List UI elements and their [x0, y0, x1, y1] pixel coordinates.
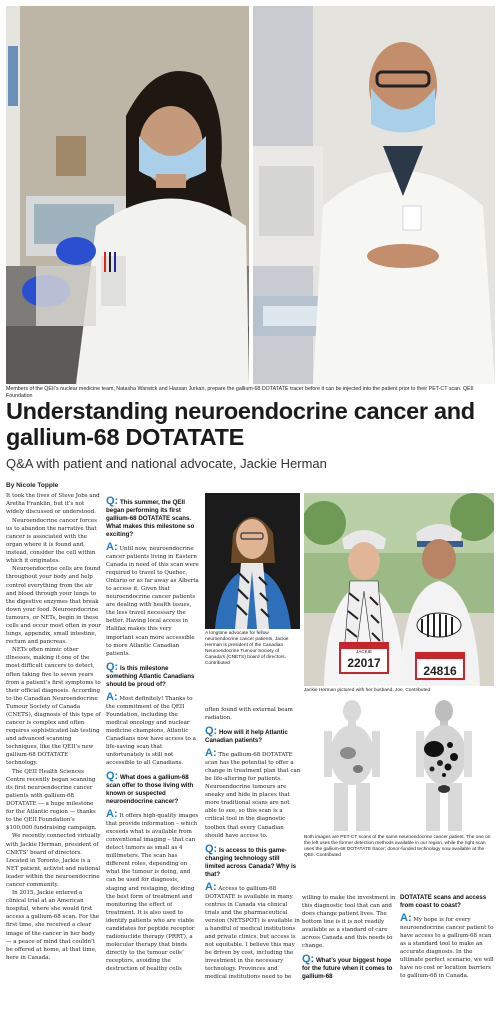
q-marker: Q: — [106, 660, 119, 673]
lab-scene-left-image — [6, 6, 249, 384]
bib-number-right: 24816 — [423, 664, 457, 678]
advocate-photo-caption: A longtime advocate for fellow neuroendocrine cancer patients, Jackie Herman is president of the Canadian Neuroendocrine Tumour Society of Canada’s (CNETS) board of directors. Contributed — [205, 631, 289, 666]
answer-4 — [205, 749, 301, 840]
paragraph: often found with external beam radiation. — [205, 707, 293, 722]
paragraph: It took the lives of Steve Jobs and Aretha Franklin, but it’s not widely discussed or understood. — [6, 493, 100, 516]
question-6 — [302, 955, 398, 981]
a-marker: A: — [400, 912, 412, 924]
article-column-5 — [400, 894, 494, 983]
paragraph: In 2015, Jackie entered a clinical trial at an American hospital, where she would first access a gallium-68 scan. For the first time, she received a clear image of the cancer in her body — a peace of mind that couldn’t be offered at home, at that time, here in Canada. — [6, 890, 99, 961]
q-marker: Q: — [302, 953, 315, 966]
article-column-3 — [205, 706, 301, 984]
question-text: This summer, the QEII began performing its first gallium-68 DOTATATE scans. What makes this milestone so exciting? — [106, 499, 195, 538]
answer-3 — [106, 810, 201, 973]
answer-text: It offers high-quality images that provide information – which exceeds what is available from conventional imaging – that can detect tumors as small as 4 millimeters. The scan has different roles, depending on what the tumour is doing, and can be used for diagnosis, staging and restaging, deciding the best form of treatment and monitoring the effect of treatment. It is also used to identify patients who are viable candidates for peptide receptor radionuclide therapy (PRRT), a molecular therapy that binds directly to the tumour cells’ receptors, avoiding the destruction of healthy cells — [106, 813, 199, 972]
question-text: DOTATATE scans and access from coast to coast? — [400, 894, 487, 909]
paragraph: willing to make the investment in this diagnostic tool that can and does change patient lives. The bottom line is it is not readily available as a standard of care across Canada and this needs to change. — [302, 895, 396, 950]
a-marker: A: — [106, 690, 118, 703]
question-5 — [205, 842, 301, 879]
answer-text: My hope is for every neuroendocrine cancer patient to have access to a gallium-68 scan as a standard tool to make an accurate diagnosis. In the ultimate perfect scenario, we will have no cost or location barriers to gallium-68 in Canada. — [400, 917, 494, 980]
q-marker: Q: — [106, 495, 119, 507]
answer-text: Access to gallium-68 DOTATATE is available in many centres in Canada via clinical trials and the pharmaceutical version (NETSPOT) is available in a handful of medical institutions and private clinics, but access is not equitable. I believe this may be driven by cost, including the investment in the necessary technology. Provinces and medical institutions need to be — [205, 885, 300, 981]
byline: By Nicole Topple — [6, 482, 59, 489]
article-column-1 — [6, 492, 101, 962]
page-title: Understanding neuroendocrine cancer and gallium-68 DOTATATE — [6, 398, 475, 450]
zebra-graphic — [417, 613, 461, 637]
question-text: How will it help Atlantic Canadian patients? — [205, 729, 288, 745]
question-4 — [205, 727, 301, 745]
couple-photo-caption: Jackie Herman pictured with her husband, Joe. Contributed — [304, 688, 431, 693]
question-2 — [106, 660, 201, 689]
question-6-continued — [400, 894, 494, 910]
article-column-4 — [302, 894, 398, 985]
question-text: What’s your biggest hope for the future when it comes to gallium-68 — [302, 957, 393, 981]
paragraph: Neuroendocrine cancer forces us to abandon the narrative that cancer is associated with the organ where it is found and, instead, consider the cell within which it originates. — [6, 517, 97, 564]
pet-scan-comparison-image — [304, 697, 494, 833]
paragraph: We recently connected virtually with Jackie Herman, president of CNETS’ board of directors. Located in Toronto, Jackie is a NET patient, activist and national leader within the neuroendocrine cancer community. — [6, 833, 101, 888]
answer-2 — [106, 690, 201, 767]
answer-text: Most definitely! Thanks to the commitment of the QEII Foundation, including the medical oncology and nuclear medicine champions, Atlantic Canadians now have access to a life-saving scan that unfortunately is still not accessible to all Canadians. — [106, 695, 196, 767]
photo-jackie-herman — [205, 493, 300, 629]
article-column-2 — [106, 492, 201, 976]
a-marker: A: — [106, 808, 118, 821]
photo-jackie-and-joe — [304, 493, 494, 686]
bib-number-left: 22017 — [347, 656, 381, 670]
question-text: Is access to this game-changing technology still limited across Canada? Why is that? — [205, 846, 297, 878]
portrait-image — [205, 493, 300, 629]
q-marker: Q: — [205, 725, 218, 738]
a-marker: A: — [106, 541, 118, 553]
paragraph: Neuroendocrine cells are found throughout your body and help control everything from the air and blood through your lungs to the digestive enzymes that break down your food. Neuroendocrine tumours, or NETs, begin in these cells and occur most often in your lungs, appendix, small intestine, rectum and pancreas. — [6, 566, 101, 645]
question-text: Is this milestone something Atlantic Canadians should be proud of? — [106, 664, 195, 688]
lab-scene-right-image — [253, 6, 495, 384]
answer-5 — [205, 880, 301, 982]
a-marker: A: — [205, 747, 217, 760]
question-3 — [106, 772, 201, 806]
paragraph: NETs often mimic other illnesses, making it one of the most difficult cancers to detect, often taking five to seven years from a patient’s first symptoms to their official diagnosis. According to the Canadian Neuroendocrine Tumour Society of Canada (CNETS), diagnosis of this type of cancer is complex and often requires sophisticated lab testing and advanced scanning techniques, like the QEII’s new gallium-68 DOTATATE technology. — [6, 647, 101, 767]
couple-image — [304, 493, 494, 686]
question-text: What does a gallium-68 scan offer to those living with known or suspected neuroendocrine cancer? — [106, 774, 194, 806]
pet-scan-caption: Both images are PET-CT scans of the same neuroendocrine cancer patient. The one on the left uses the former detection methods available in our region, while the right scan uses the gallium-68 DOTATATE tracer; donor-funded technology now available at the QEII. Contributed — [304, 835, 491, 858]
paragraph: The QEII Health Sciences Centre recently began scanning its first neuroendocrine cancer patients with gallium-68 DOTATATE — a huge milestone for the Atlantic region — thanks to the QEII Foundation’s $100,000 fundraising campaign. — [6, 768, 97, 831]
q-marker: Q: — [106, 770, 119, 783]
subtitle: Q&A with patient and national advocate, Jackie Herman — [6, 456, 327, 471]
q-marker: Q: — [205, 842, 218, 855]
top-photo-caption: Members of the QEII’s nuclear medicine team, Natasha Warwick and Hassan Jurkari, prepare the gallium-68 DOTATATE tracer before it can be injected into the patient prior to their PET-CT scan. QEII Foundation — [6, 386, 474, 399]
pet-ct-scans — [304, 697, 494, 833]
question-1 — [106, 497, 201, 539]
photo-natasha-warwick — [6, 6, 249, 384]
answer-1 — [106, 543, 201, 658]
a-marker: A: — [205, 880, 217, 893]
answer-6 — [400, 914, 494, 980]
answer-text: Until now, neuroendocrine cancer patients living in Eastern Canada in need of this scan were required to travel to Quebec, Ontario or as far away as Alberta to access it. Given that neuroendocrine cancer patients are dealing with health issues, the less travel necessary the better. Having local access in Halifax makes this very important scan more accessible to more Atlantic Canadian patients. — [106, 546, 199, 657]
bib-name-left: JACKIE — [356, 649, 372, 654]
answer-text: The gallium-68 DOTATATE scan has the potential to offer a change in treatment plan that can be life-altering for patients. Neuroendocrine tumours are sneaky and hide in places that more traditional scans are not able to see, so this scan is a critical tool in the diagnostic toolbox that every Canadian should have access to. — [205, 752, 301, 839]
photo-hassan-jurkari — [253, 6, 495, 384]
